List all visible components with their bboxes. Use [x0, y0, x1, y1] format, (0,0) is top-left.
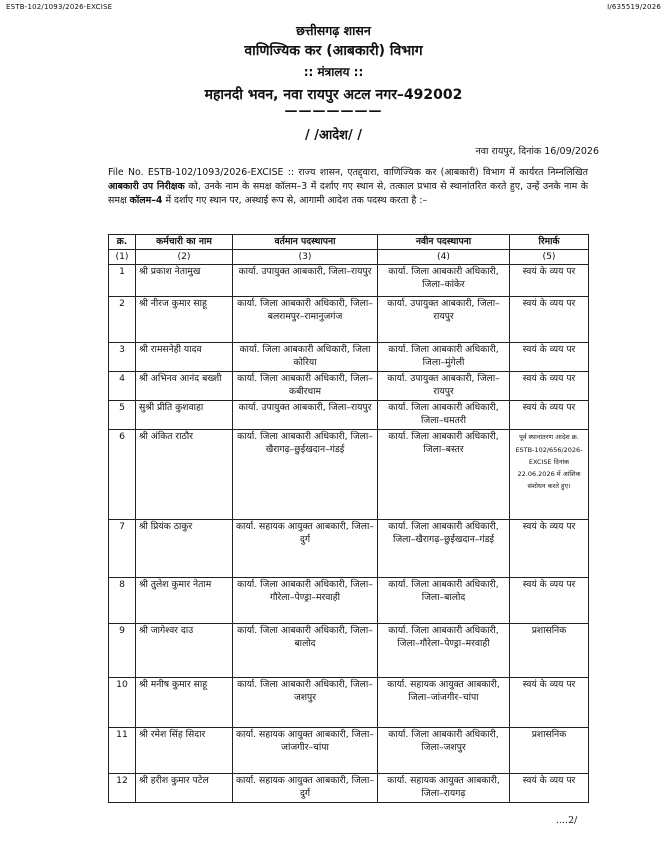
- department-name: वाणिज्यिक कर (आबकारी) विभाग: [244, 43, 423, 59]
- cell-current: कार्या. सहायक आयुक्त आबकारी, जिला–दुर्ग: [233, 520, 378, 578]
- cell-sn: 9: [109, 624, 136, 678]
- cell-remark: प्रशासनिक: [510, 624, 589, 678]
- cell-remark: स्वयं के व्यय पर: [510, 520, 589, 578]
- cell-sn: 6: [109, 430, 136, 520]
- cell-new: कार्या. जिला आबकारी अधिकारी, जिला–धमतरी: [378, 401, 510, 430]
- cell-new: कार्या. उपायुक्त आबकारी, जिला–रायपुर: [378, 297, 510, 343]
- table-row: [109, 297, 589, 343]
- cell-new: कार्या. जिला आबकारी अधिकारी, जिला–गौरेला–पेण्ड्रा–मरवाही: [378, 624, 510, 678]
- cell-sn: 11: [109, 728, 136, 774]
- cell-new: कार्या. जिला आबकारी अधिकारी, जिला–मुंगेली: [378, 343, 510, 372]
- cell-sn: 10: [109, 678, 136, 728]
- cell-remark: स्वयं के व्यय पर: [510, 578, 589, 624]
- cell-remark: स्वयं के व्यय पर: [510, 401, 589, 430]
- page-continuation: ....2/: [556, 815, 578, 826]
- header-divider: ———————: [284, 104, 383, 119]
- col-number: (2): [136, 250, 233, 265]
- col-number: (4): [378, 250, 510, 265]
- cell-name: श्री प्रियंक ठाकुर: [136, 520, 233, 578]
- col-number: (3): [233, 250, 378, 265]
- cell-sn: 8: [109, 578, 136, 624]
- order-title: / /आदेश/ /: [304, 128, 363, 143]
- cell-name: श्री रमेश सिंह सिदार: [136, 728, 233, 774]
- cell-current: कार्या. जिला आबकारी अधिकारी, जिला–गौरेला–पेण्ड्रा–मरवाही: [233, 578, 378, 624]
- cell-sn: 5: [109, 401, 136, 430]
- col-number: (1): [109, 250, 136, 265]
- cell-sn: 2: [109, 297, 136, 343]
- table-row: [109, 678, 589, 728]
- cell-remark: स्वयं के व्यय पर: [510, 343, 589, 372]
- cell-remark: स्वयं के व्यय पर: [510, 265, 589, 297]
- cell-new: कार्या. सहायक आयुक्त आबकारी, जिला–रायगढ़: [378, 774, 510, 803]
- table-row: [109, 624, 589, 678]
- table-row: [109, 343, 589, 372]
- cell-current: कार्या. उपायुक्त आबकारी, जिला–रायपुर: [233, 265, 378, 297]
- file-id-right: I/635519/2026: [607, 3, 661, 11]
- table-row: [109, 265, 589, 297]
- para-bold-1: आबकारी उप निरीक्षक: [108, 181, 185, 193]
- table-row: [109, 401, 589, 430]
- table-row: [109, 520, 589, 578]
- cell-new: कार्या. जिला आबकारी अधिकारी, जिला–बालोद: [378, 578, 510, 624]
- para-text-2: को, उनके नाम के समक्ष कॉलम–3 में दर्शाए गए स्थान से, तत्काल प्रभाव से स्थानांतरित करते हुए, उन्हें उनके नाम के समक्ष: [108, 181, 588, 207]
- cell-remark: स्वयं के व्यय पर: [510, 297, 589, 343]
- cell-remark: प्रशासनिक: [510, 728, 589, 774]
- cell-name: श्री जागेश्वर दाउ: [136, 624, 233, 678]
- cell-new: कार्या. जिला आबकारी अधिकारी, जिला–खैरागढ़–छुईखदान–गंडई: [378, 520, 510, 578]
- header-name: कर्मचारी का नाम: [136, 235, 233, 250]
- cell-new: कार्या. जिला आबकारी अधिकारी, जिला–बस्तर: [378, 430, 510, 520]
- table-row: [109, 774, 589, 803]
- header-sn: क्र.: [109, 235, 136, 250]
- cell-name: श्री नीरज कुमार साहू: [136, 297, 233, 343]
- cell-name: श्री हरीश कुमार पटेल: [136, 774, 233, 803]
- cell-current: कार्या. जिला आबकारी अधिकारी, जिला कोरिया: [233, 343, 378, 372]
- cell-remark: स्वयं के व्यय पर: [510, 774, 589, 803]
- cell-current: कार्या. सहायक आयुक्त आबकारी, जिला–दुर्ग: [233, 774, 378, 803]
- table-header-row: [109, 235, 589, 250]
- cell-current: कार्या. जिला आबकारी अधिकारी, जिला–बालोद: [233, 624, 378, 678]
- table-row: [109, 728, 589, 774]
- para-text-1: :: राज्य शासन, एतद्द्वारा, वाणिज्यिक कर (आबकारी) विभाग में कार्यरत निम्नलिखित: [283, 167, 588, 178]
- header-remark: रिमार्क: [510, 235, 589, 250]
- column-number-row: [109, 250, 589, 265]
- cell-name: श्री अभिनव आनंद बख्शी: [136, 372, 233, 401]
- col-number: (5): [510, 250, 589, 265]
- cell-sn: 1: [109, 265, 136, 297]
- table-row: [109, 430, 589, 520]
- cell-current: कार्या. जिला आबकारी अधिकारी, जिला–जशपुर: [233, 678, 378, 728]
- cell-remark: पूर्व स्थानांतरण आदेश क्र. ESTB-102/656/2026-EXCISE दिनांक 22.06.2026 में आंशिक संशोधन करते हुए।: [510, 430, 589, 520]
- cell-current: कार्या. जिला आबकारी अधिकारी, जिला–कबीरधाम: [233, 372, 378, 401]
- order-paragraph: [108, 166, 588, 209]
- cell-new: कार्या. उपायुक्त आबकारी, जिला–रायपुर: [378, 372, 510, 401]
- cell-sn: 3: [109, 343, 136, 372]
- cell-new: कार्या. जिला आबकारी अधिकारी, जिला–कांकेर: [378, 265, 510, 297]
- cell-current: कार्या. सहायक आयुक्त आबकारी, जिला–जांजगीर–चांपा: [233, 728, 378, 774]
- para-bold-2: कॉलम–4: [129, 195, 163, 207]
- cell-remark: स्वयं के व्यय पर: [510, 678, 589, 728]
- cell-name: श्री प्रकाश नेतामुख: [136, 265, 233, 297]
- cell-name: श्री अंकित राठौर: [136, 430, 233, 520]
- address-line: महानदी भवन, नवा रायपुर अटल नगर–492002: [204, 87, 463, 103]
- transfer-table: [108, 234, 589, 803]
- cell-name: सुश्री प्रीति कुशवाहा: [136, 401, 233, 430]
- file-id-left: ESTB-102/1093/2026-EXCISE: [6, 3, 113, 11]
- file-number: File No. ESTB-102/1093/2026-EXCISE: [108, 167, 284, 178]
- cell-name: श्री मनीष कुमार साहू: [136, 678, 233, 728]
- table-row: [109, 578, 589, 624]
- cell-sn: 4: [109, 372, 136, 401]
- cell-name: श्री तुलेश कुमार नेताम: [136, 578, 233, 624]
- header-current-posting: वर्तमान पदस्थापना: [233, 235, 378, 250]
- cell-remark: स्वयं के व्यय पर: [510, 372, 589, 401]
- cell-sn: 7: [109, 520, 136, 578]
- order-date: नवा रायपुर, दिनांक 16/09/2026: [475, 146, 599, 157]
- cell-current: कार्या. जिला आबकारी अधिकारी, जिला–खैरागढ़–छुईखदान–गंडई: [233, 430, 378, 520]
- para-text-3: में दर्शाए गए स्थान पर, अस्थाई रूप से, आगामी आदेश तक पदस्थ करता है :–: [162, 195, 428, 207]
- cell-new: कार्या. सहायक आयुक्त आबकारी, जिला–जांजगीर–चांपा: [378, 678, 510, 728]
- ministry-label: :: मंत्रालय ::: [303, 65, 364, 79]
- cell-name: श्री रामसनेही यादव: [136, 343, 233, 372]
- cell-sn: 12: [109, 774, 136, 803]
- govt-name: छत्तीसगढ़ शासन: [296, 23, 371, 38]
- cell-current: कार्या. उपायुक्त आबकारी, जिला–रायपुर: [233, 401, 378, 430]
- cell-current: कार्या. जिला आबकारी अधिकारी, जिला–बलरामपुर–रामानुजगंज: [233, 297, 378, 343]
- cell-new: कार्या. जिला आबकारी अधिकारी, जिला–जशपुर: [378, 728, 510, 774]
- table-row: [109, 372, 589, 401]
- header-new-posting: नवीन पदस्थापना: [378, 235, 510, 250]
